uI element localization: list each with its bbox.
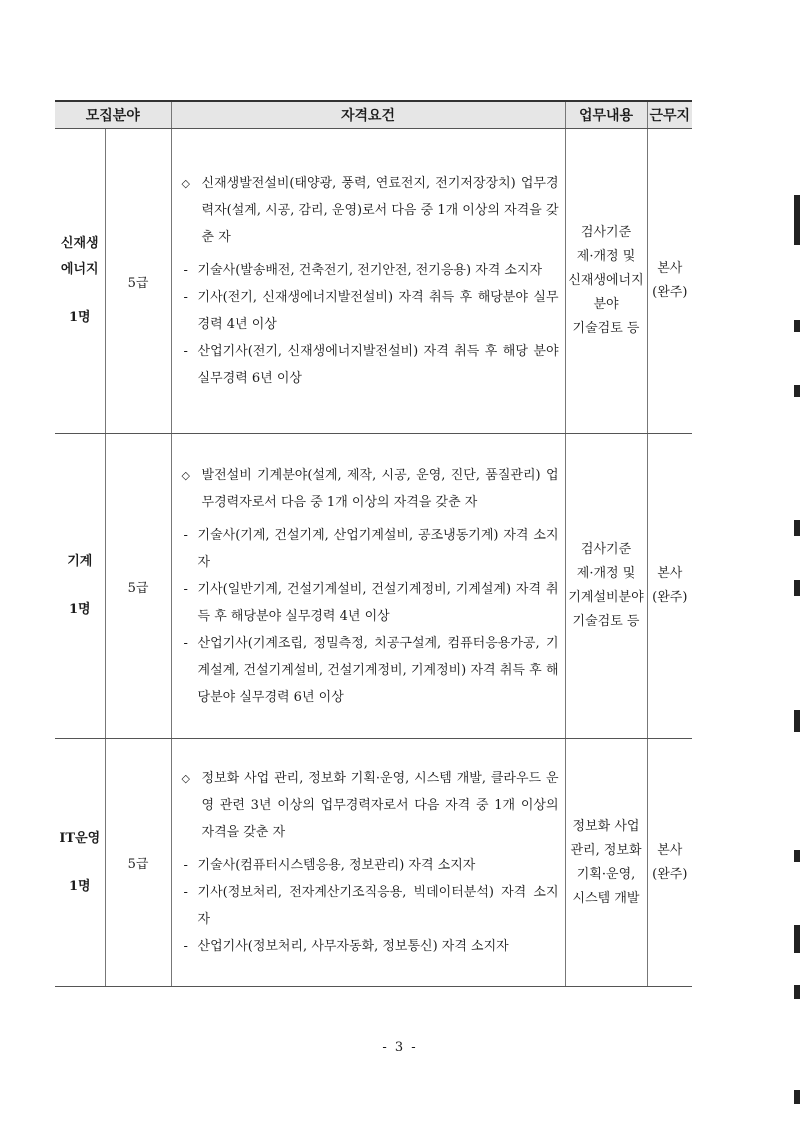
table-row [55, 739, 692, 987]
header-field: 모집분야 [55, 101, 171, 129]
location-line: 본사 [657, 566, 683, 581]
qualification-cell [171, 129, 565, 434]
duty-line: 검사기준 [580, 542, 632, 557]
edge-mark [794, 385, 800, 397]
qualification-item-text: 기술사(기계, 건설기계, 산업기계설비, 공조냉동기계) 자격 소지자 [197, 527, 559, 570]
dash-bullet-icon: - [183, 527, 188, 543]
qualification-main-text: 발전설비 기계분야(설계, 제작, 시공, 운영, 진단, 품질관리) 업무경력자로서 다음 중 1개 이상의 자격을 갖춘 자 [201, 467, 559, 510]
field-name-line: 기계 [67, 554, 93, 569]
edge-mark [794, 850, 800, 862]
qualification-item-text: 산업기사(기계조립, 정밀측정, 치공구설계, 컴퓨터응용가공, 기계설계, 건설기계설비, 건설기계정비, 기계정비) 자격 취득 후 해당분야 실무경력 6년 이상 [197, 635, 559, 705]
dash-bullet-icon: - [183, 290, 188, 305]
qualification-main [180, 462, 559, 516]
edge-mark [794, 320, 800, 332]
field-cell [55, 434, 105, 739]
qualification-item-text: 산업기사(정보처리, 사무자동화, 정보통신) 자격 소지자 [197, 939, 509, 954]
qualification-main [180, 170, 559, 251]
qualification-item-text: 기술사(발송배전, 건축전기, 전기안전, 전기응용) 자격 소지자 [197, 263, 543, 278]
dash-bullet-icon: - [183, 939, 188, 954]
header-qualification: 자격요건 [171, 101, 565, 129]
qualification-main-text: 정보화 사업 관리, 정보화 기획·운영, 시스템 개발, 클라우드 운영 관련 3년 이상의 업무경력자로서 다음 자격 중 1개 이상의 자격을 갖춘 자 [201, 771, 559, 840]
field-cell [55, 739, 105, 987]
qualification-main [180, 765, 559, 846]
qualification-cell [171, 434, 565, 739]
location-line: (완주) [652, 866, 688, 882]
qualification-item-text: 기사(전기, 신재생에너지발전설비) 자격 취득 후 해당분야 실무경력 4년 이상 [197, 290, 559, 332]
duty-line: 관리, 정보화 [570, 842, 642, 858]
field-headcount: 1명 [68, 602, 91, 617]
table-row [55, 434, 692, 739]
page-number: - 3 - [382, 1040, 418, 1055]
header-duty: 업무내용 [565, 101, 647, 129]
dash-bullet-icon: - [183, 263, 188, 278]
qualification-item-text: 기사(정보처리, 전자계산기조직응용, 빅데이터분석) 자격 소지자 [197, 885, 559, 927]
diamond-bullet-icon: ◇ [181, 468, 190, 482]
location-cell [647, 434, 692, 739]
table-row [55, 129, 692, 434]
grade-cell: 5급 [105, 739, 171, 987]
location-cell [647, 739, 692, 987]
duty-line: 기술검토 등 [572, 321, 640, 336]
dash-bullet-icon: - [183, 858, 188, 873]
duty-line: 분야 [593, 297, 619, 312]
qualification-item [180, 522, 559, 576]
qualification-item-text: 기사(일반기계, 건설기계설비, 건설기계정비, 기계설계) 자격 취득 후 해당분야 실무경력 4년 이상 [197, 581, 559, 624]
location-line: (완주) [652, 285, 688, 300]
location-line: 본사 [657, 261, 683, 276]
recruitment-table [55, 100, 692, 987]
field-name-line: 신재생 [60, 236, 99, 251]
field-name-line: IT운영 [59, 830, 101, 846]
location-line: 본사 [657, 842, 683, 858]
location-line: (완주) [652, 590, 688, 605]
duty-line: 제·개정 및 [576, 249, 636, 264]
duty-line: 기획·운영, [576, 866, 636, 882]
diamond-bullet-icon: ◇ [181, 177, 190, 190]
edge-mark [794, 925, 800, 953]
edge-mark [794, 195, 800, 245]
edge-mark [794, 1090, 800, 1104]
location-cell [647, 129, 692, 434]
duty-cell [565, 739, 647, 987]
edge-mark [794, 710, 800, 732]
field-cell [55, 129, 105, 434]
duty-cell [565, 129, 647, 434]
qualification-item [180, 257, 559, 284]
dash-bullet-icon: - [183, 635, 188, 651]
dash-bullet-icon: - [183, 581, 188, 597]
qualification-item [180, 284, 559, 338]
diamond-bullet-icon: ◇ [181, 772, 190, 785]
edge-mark [794, 985, 800, 999]
duty-cell [565, 434, 647, 739]
duty-line: 제·개정 및 [576, 566, 636, 581]
header-location: 근무지 [647, 101, 692, 129]
duty-line: 정보화 사업 [572, 818, 640, 834]
dash-bullet-icon: - [183, 344, 188, 359]
duty-line: 검사기준 [580, 225, 632, 240]
qualification-item [180, 933, 559, 960]
qualification-item [180, 630, 559, 711]
right-edge-marks [790, 0, 800, 1130]
qualification-item [180, 879, 559, 933]
field-headcount: 1명 [68, 878, 91, 894]
edge-mark [794, 520, 800, 536]
duty-line: 시스템 개발 [572, 890, 640, 906]
grade-cell: 5급 [105, 434, 171, 739]
dash-bullet-icon: - [183, 885, 188, 900]
duty-line: 기계설비분야 [568, 590, 644, 605]
qualification-item [180, 852, 559, 879]
qualification-item-text: 산업기사(전기, 신재생에너지발전설비) 자격 취득 후 해당 분야 실무경력 6년 이상 [197, 344, 559, 386]
qualification-item [180, 338, 559, 392]
edge-mark [794, 580, 800, 596]
field-name-line: 에너지 [60, 262, 99, 277]
qualification-item-text: 기술사(컴퓨터시스템응용, 정보관리) 자격 소지자 [197, 858, 476, 873]
grade-cell: 5급 [105, 129, 171, 434]
field-headcount: 1명 [68, 310, 91, 325]
qualification-cell [171, 739, 565, 987]
duty-line: 기술검토 등 [572, 614, 640, 629]
qualification-item [180, 576, 559, 630]
duty-line: 신재생에너지 [568, 273, 644, 288]
qualification-main-text: 신재생발전설비(태양광, 풍력, 연료전지, 전기저장장치) 업무경력자(설계, 시공, 감리, 운영)로서 다음 중 1개 이상의 자격을 갖춘 자 [201, 176, 559, 245]
table-header-row [55, 101, 692, 129]
